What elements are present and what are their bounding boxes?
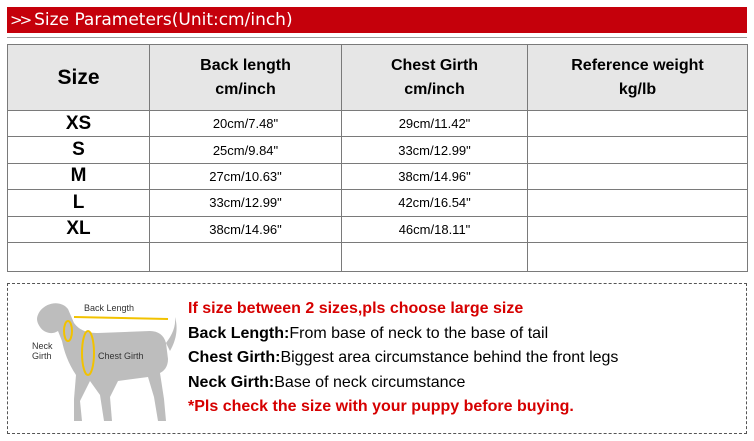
chest-girth-diagram-label: Chest Girth — [98, 351, 144, 361]
table-row — [8, 111, 748, 137]
divider — [7, 37, 747, 38]
reference-weight-cell — [528, 111, 748, 137]
table-row — [8, 216, 748, 242]
reference-weight-cell — [528, 163, 748, 189]
size-cell: S — [8, 137, 150, 163]
size-tip: If size between 2 sizes,pls choose large size — [188, 300, 524, 317]
size-table — [7, 44, 748, 272]
back-length-diagram-label: Back Length — [84, 303, 135, 313]
reference-weight-cell — [528, 190, 748, 216]
reference-weight-cell — [528, 242, 748, 271]
chest-girth-cell: 33cm/12.99" — [342, 137, 528, 163]
dog-measurement-diagram — [18, 289, 178, 429]
back-length-cell: 27cm/10.63" — [150, 163, 342, 189]
back-length-line — [74, 317, 168, 319]
column-header-size: Size — [8, 45, 150, 111]
size-cell: XS — [8, 111, 150, 137]
page-title: Size Parameters(Unit:cm/inch) — [34, 10, 293, 30]
size-cell: M — [8, 163, 150, 189]
measurement-info-box — [7, 283, 747, 434]
chest-girth-cell: 46cm/18.11" — [342, 216, 528, 242]
back-length-cell: 20cm/7.48" — [150, 111, 342, 137]
chest-girth-cell: 42cm/16.54" — [342, 190, 528, 216]
back-length-cell: 25cm/9.84" — [150, 137, 342, 163]
measurement-notes — [188, 297, 618, 420]
table-row — [8, 137, 748, 163]
table-row — [8, 242, 748, 271]
column-header-back-length: Back length cm/inch — [150, 45, 342, 111]
chest-girth-note: Chest Girth:Biggest area circumstance behind the front legs — [188, 349, 619, 366]
size-cell: L — [8, 190, 150, 216]
neck-girth-note: Neck Girth:Base of neck circumstance — [188, 373, 466, 391]
size-cell — [8, 242, 150, 271]
column-header-reference-weight: Reference weight kg/lb — [528, 45, 748, 111]
double-chevron-icon: >> — [10, 11, 30, 29]
chest-girth-cell — [342, 242, 528, 271]
chest-girth-cell: 29cm/11.42" — [342, 111, 528, 137]
back-length-cell — [150, 242, 342, 271]
table-row — [8, 163, 748, 189]
column-header-chest-girth: Chest Girth cm/inch — [342, 45, 528, 111]
table-header-row — [8, 45, 748, 111]
back-length-note: Back Length:From base of neck to the base of tail — [188, 324, 549, 342]
reference-weight-cell — [528, 216, 748, 242]
dog-silhouette-icon — [37, 303, 177, 421]
back-length-cell: 38cm/14.96" — [150, 216, 342, 242]
chest-girth-cell: 38cm/14.96" — [342, 163, 528, 189]
size-cell: XL — [8, 216, 150, 242]
neck-girth-diagram-label: Neck — [32, 341, 53, 351]
title-bar — [7, 7, 747, 33]
back-length-cell: 33cm/12.99" — [150, 190, 342, 216]
table-row — [8, 190, 748, 216]
size-warning: *Pls check the size with your puppy before buying. — [188, 398, 574, 415]
neck-girth-diagram-label: Girth — [32, 351, 52, 361]
reference-weight-cell — [528, 137, 748, 163]
